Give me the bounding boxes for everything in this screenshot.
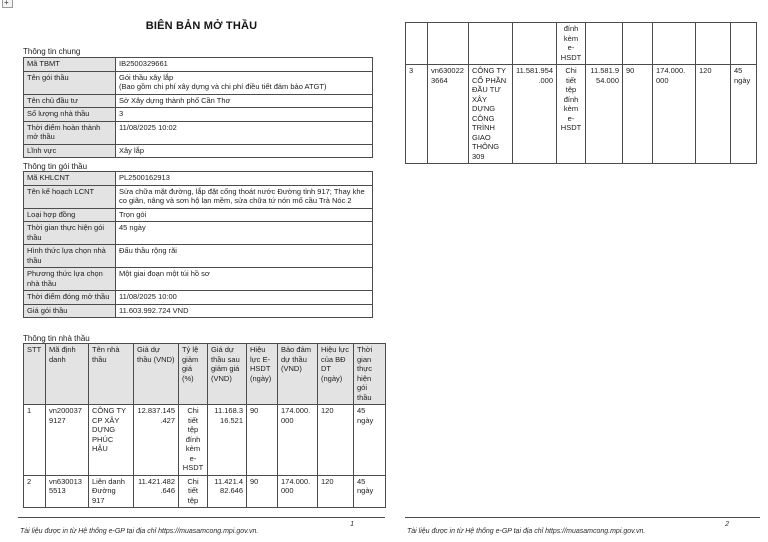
table-row <box>24 185 373 208</box>
package-info-table <box>23 171 373 318</box>
row-label: Thời gian thực hiện gói thầu <box>24 222 116 245</box>
table-cell: 12.837.145 .427 <box>134 405 179 476</box>
table-cell: Chi tiết tệp <box>179 475 208 508</box>
row-label: Tên chủ đầu tư <box>24 94 116 108</box>
bidders-table-page1 <box>23 343 386 508</box>
column-header: Giá dự thầu (VND) <box>134 344 179 405</box>
table-row <box>24 58 373 72</box>
row-label: Tên gói thầu <box>24 71 116 94</box>
page-1 <box>18 0 385 542</box>
row-value: Đấu thầu rộng rãi <box>116 245 373 268</box>
table-cell: vn630013 5513 <box>46 475 89 508</box>
table-cell <box>428 23 469 65</box>
table-row-carryover <box>406 23 757 65</box>
row-label: Loại hợp đồng <box>24 208 116 222</box>
table-cell: Chi tiết tệp đính kèm e-HSDT <box>179 405 208 476</box>
table-cell: 174.000. 000 <box>278 475 318 508</box>
bidders-table-page2 <box>405 22 757 164</box>
table-row <box>24 304 373 318</box>
table-row <box>24 108 373 122</box>
table-row <box>24 94 373 108</box>
table-cell: 45 ngày <box>354 405 386 476</box>
row-label: Mã TBMT <box>24 58 116 72</box>
table-cell <box>586 23 623 65</box>
row-value: Một giai đoạn một túi hồ sơ <box>116 268 373 291</box>
row-label: Hình thức lựa chọn nhà thầu <box>24 245 116 268</box>
section-heading-bidders: Thông tin nhà thầu <box>23 334 90 343</box>
table-cell: 45 ngày <box>354 475 386 508</box>
table-cell: 120 <box>696 65 731 164</box>
table-cell <box>623 23 653 65</box>
table-cell: 174.000. 000 <box>653 65 696 164</box>
column-header: Tỷ lệ giảm giá (%) <box>179 344 208 405</box>
row-value: Sở Xây dựng thành phố Cần Thơ <box>116 94 373 108</box>
table-row <box>24 71 373 94</box>
row-value: 11/08/2025 10:02 <box>116 121 373 144</box>
table-cell: 11.421.482 .646 <box>134 475 179 508</box>
table-cell: 11.168.3 16.521 <box>208 405 247 476</box>
row-value: Gói thầu xây lắp (Bao gồm chi phí xây dựng và chi phí điều tiết đảm bảo ATGT) <box>116 71 373 94</box>
table-cell <box>731 23 757 65</box>
table-cell: CÔNG TY CỔ PHẦN ĐẦU TƯ XÂY DỰNG CÔNG TRÌNH GIAO THÔNG 309 <box>469 65 513 164</box>
table-cell: vn200037 9127 <box>46 405 89 476</box>
table-cell: đính kèm e-HSDT <box>557 23 586 65</box>
table-cell <box>469 23 513 65</box>
expand-icon[interactable]: + <box>2 0 13 8</box>
row-label: Tên kế hoạch LCNT <box>24 185 116 208</box>
row-value: 11/08/2025 10:00 <box>116 291 373 305</box>
table-row <box>406 65 757 164</box>
table-cell: 45 ngày <box>731 65 757 164</box>
table-cell: Liên danh Đường 917 <box>89 475 134 508</box>
table-cell: CÔNG TY CP XÂY DỰNG PHÚC HẬU <box>89 405 134 476</box>
column-header: Thời gian thực hiện gói thầu <box>354 344 386 405</box>
table-cell: 174.000. 000 <box>278 405 318 476</box>
column-header: Hiệu lực của BĐ DT (ngày) <box>318 344 354 405</box>
table-header-row <box>24 344 386 405</box>
table-row <box>24 245 373 268</box>
table-cell <box>696 23 731 65</box>
page-footer <box>18 517 385 538</box>
table-cell: 11.581.9 54.000 <box>586 65 623 164</box>
table-cell: 120 <box>318 405 354 476</box>
table-row <box>24 405 386 476</box>
table-cell: 3 <box>406 65 428 164</box>
row-value: 11.603.992.724 VND <box>116 304 373 318</box>
table-cell: 90 <box>247 405 278 476</box>
row-value: 45 ngày <box>116 222 373 245</box>
row-label: Lĩnh vực <box>24 144 116 158</box>
table-cell: 1 <box>24 405 46 476</box>
table-row <box>24 121 373 144</box>
row-label: Phương thức lựa chọn nhà thầu <box>24 268 116 291</box>
row-value: Sửa chữa mặt đường, lắp đặt cống thoát nước Đường tỉnh 917; Thay khe co giãn, nâng và sơn hộ lan mềm, sửa chữa tứ nón mố cầu Trà Nóc 2 <box>116 185 373 208</box>
table-row <box>24 475 386 508</box>
table-row <box>24 291 373 305</box>
table-cell: vn630022 3664 <box>428 65 469 164</box>
row-value: Trọn gói <box>116 208 373 222</box>
row-value: 3 <box>116 108 373 122</box>
table-cell: 90 <box>623 65 653 164</box>
page-title: BIÊN BẢN MỞ THẦU <box>145 20 258 32</box>
table-cell: Chi tiết tệp đính kèm e-HSDT <box>557 65 586 164</box>
row-value: Xây lắp <box>116 144 373 158</box>
table-cell: 120 <box>318 475 354 508</box>
table-cell <box>406 23 428 65</box>
table-row <box>24 208 373 222</box>
column-header: Mã định danh <box>46 344 89 405</box>
table-cell: 90 <box>247 475 278 508</box>
table-cell <box>653 23 696 65</box>
page-number: 2 <box>725 521 729 528</box>
table-cell: 11.421.4 82.646 <box>208 475 247 508</box>
row-label: Số lượng nhà thầu <box>24 108 116 122</box>
table-row <box>24 222 373 245</box>
row-value: IB2500329661 <box>116 58 373 72</box>
page-footer <box>405 517 760 538</box>
table-cell <box>513 23 557 65</box>
section-heading-general: Thông tin chung <box>23 47 81 56</box>
row-label: Giá gói thầu <box>24 304 116 318</box>
row-label: Thời điểm đóng mở thầu <box>24 291 116 305</box>
table-cell: 11.581.954 .000 <box>513 65 557 164</box>
footer-source-note: Tài liệu được in từ Hệ thống e-GP tại địa chỉ https://muasamcong.mpi.gov.vn. <box>20 528 259 535</box>
column-header: Tên nhà thầu <box>89 344 134 405</box>
page-2 <box>405 0 760 542</box>
table-row <box>24 268 373 291</box>
page-number: 1 <box>350 521 354 528</box>
footer-source-note: Tài liệu được in từ Hệ thống e-GP tại địa chỉ https://muasamcong.mpi.gov.vn. <box>407 528 646 535</box>
column-header: Giá dự thầu sau giảm giá (VND) <box>208 344 247 405</box>
row-label: Mã KHLCNT <box>24 172 116 186</box>
section-heading-package: Thông tin gói thầu <box>23 162 88 171</box>
column-header: Bảo đảm dự thầu (VND) <box>278 344 318 405</box>
table-cell: 2 <box>24 475 46 508</box>
column-header: Hiệu lực E-HSDT (ngày) <box>247 344 278 405</box>
row-label: Thời điểm hoàn thành mở thầu <box>24 121 116 144</box>
column-header: STT <box>24 344 46 405</box>
table-row <box>24 172 373 186</box>
row-value: PL2500162913 <box>116 172 373 186</box>
general-info-table <box>23 57 373 158</box>
table-row <box>24 144 373 158</box>
